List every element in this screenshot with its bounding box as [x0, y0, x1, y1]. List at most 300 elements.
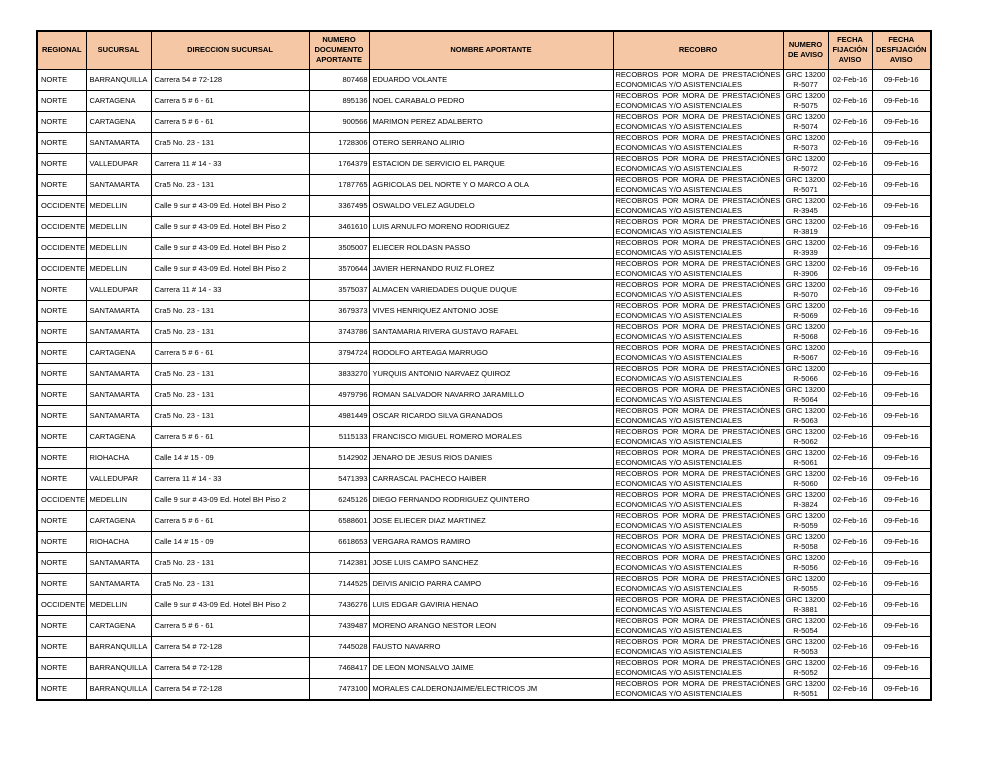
cell-recobro: RECOBROS POR MORA DE PRESTACIÓNES ECONOMICAS Y/O ASISTENCIALES [613, 636, 783, 657]
cell-fecha-desfijacion: 09-Feb-16 [872, 405, 931, 426]
cell-recobro: RECOBROS POR MORA DE PRESTACIÓNES ECONOMICAS Y/O ASISTENCIALES [613, 153, 783, 174]
cell-recobro: RECOBROS POR MORA DE PRESTACIÓNES ECONOMICAS Y/O ASISTENCIALES [613, 405, 783, 426]
cell-documento: 7142381 [309, 552, 369, 573]
aviso-number: R-5051 [793, 688, 818, 698]
cell-recobro: RECOBROS POR MORA DE PRESTACIÓNES ECONOMICAS Y/O ASISTENCIALES [613, 678, 783, 700]
cell-direccion: Carrera 5 # 6 - 61 [151, 111, 309, 132]
aviso-number: R-5059 [793, 520, 818, 530]
cell-fecha-desfijacion: 09-Feb-16 [872, 90, 931, 111]
table-row [37, 342, 931, 363]
cell-direccion: Carrera 54 # 72-128 [151, 636, 309, 657]
cell-recobro: RECOBROS POR MORA DE PRESTACIÓNES ECONOMICAS Y/O ASISTENCIALES [613, 531, 783, 552]
table-row [37, 258, 931, 279]
cell-documento: 4979796 [309, 384, 369, 405]
cell-recobro: RECOBROS POR MORA DE PRESTACIÓNES ECONOMICAS Y/O ASISTENCIALES [613, 258, 783, 279]
cell-direccion: Calle 9 sur # 43-09 Ed. Hotel BH Piso 2 [151, 258, 309, 279]
aviso-prefix: GRC 13200 [785, 532, 826, 541]
aviso-number: R-5068 [793, 331, 818, 341]
aviso-number: R-5072 [793, 163, 818, 173]
cell-fecha-fijacion: 02-Feb-16 [828, 258, 872, 279]
cell-sucursal: VALLEDUPAR [86, 153, 151, 174]
cell-sucursal: CARTAGENA [86, 426, 151, 447]
aviso-prefix: GRC 13200 [785, 196, 826, 205]
cell-recobro: RECOBROS POR MORA DE PRESTACIÓNES ECONOMICAS Y/O ASISTENCIALES [613, 216, 783, 237]
aviso-prefix: GRC 13200 [785, 658, 826, 667]
cell-regional: NORTE [37, 426, 86, 447]
cell-regional: NORTE [37, 510, 86, 531]
cell-fecha-desfijacion: 09-Feb-16 [872, 531, 931, 552]
aviso-prefix: GRC 13200 [785, 301, 826, 310]
cell-regional: OCCIDENTE [37, 216, 86, 237]
table-row [37, 573, 931, 594]
cell-documento: 7468417 [309, 657, 369, 678]
table-row [37, 279, 931, 300]
aviso-prefix: GRC 13200 [785, 133, 826, 142]
cell-documento: 895136 [309, 90, 369, 111]
cell-documento: 3833270 [309, 363, 369, 384]
cell-regional: NORTE [37, 384, 86, 405]
cell-numero-aviso [783, 363, 828, 384]
cell-fecha-fijacion: 02-Feb-16 [828, 111, 872, 132]
cell-fecha-fijacion: 02-Feb-16 [828, 279, 872, 300]
table-body [37, 69, 931, 700]
cell-sucursal: SANTAMARTA [86, 300, 151, 321]
col-header-sucursal: SUCURSAL [86, 31, 151, 69]
cell-fecha-fijacion: 02-Feb-16 [828, 174, 872, 195]
table-row [37, 447, 931, 468]
aviso-prefix: GRC 13200 [785, 616, 826, 625]
table-row [37, 489, 931, 510]
cell-nombre-aportante: JENARO DE JESUS RIOS DANIES [369, 447, 613, 468]
aviso-prefix: GRC 13200 [785, 280, 826, 289]
table-row [37, 363, 931, 384]
cell-numero-aviso [783, 216, 828, 237]
cell-regional: NORTE [37, 447, 86, 468]
cell-documento: 7436276 [309, 594, 369, 615]
cell-direccion: Carrera 54 # 72-128 [151, 69, 309, 90]
cell-numero-aviso [783, 384, 828, 405]
cell-sucursal: MEDELLIN [86, 195, 151, 216]
cell-regional: NORTE [37, 342, 86, 363]
cell-direccion: Cra5 No. 23 - 131 [151, 405, 309, 426]
cell-documento: 3367495 [309, 195, 369, 216]
aviso-number: R-5073 [793, 142, 818, 152]
cell-fecha-fijacion: 02-Feb-16 [828, 195, 872, 216]
cell-sucursal: SANTAMARTA [86, 174, 151, 195]
table-row [37, 90, 931, 111]
cell-regional: NORTE [37, 111, 86, 132]
aviso-prefix: GRC 13200 [785, 91, 826, 100]
cell-documento: 3743786 [309, 321, 369, 342]
table-row [37, 405, 931, 426]
cell-fecha-desfijacion: 09-Feb-16 [872, 237, 931, 258]
cell-nombre-aportante: VERGARA RAMOS RAMIRO [369, 531, 613, 552]
cell-nombre-aportante: ALMACEN VARIEDADES DUQUE DUQUE [369, 279, 613, 300]
cell-documento: 6618653 [309, 531, 369, 552]
aviso-prefix: GRC 13200 [785, 469, 826, 478]
cell-sucursal: CARTAGENA [86, 90, 151, 111]
cell-fecha-desfijacion: 09-Feb-16 [872, 552, 931, 573]
cell-numero-aviso [783, 426, 828, 447]
table-row [37, 153, 931, 174]
cell-documento: 6245126 [309, 489, 369, 510]
cell-sucursal: CARTAGENA [86, 342, 151, 363]
cell-fecha-fijacion: 02-Feb-16 [828, 69, 872, 90]
cell-regional: NORTE [37, 657, 86, 678]
cell-fecha-desfijacion: 09-Feb-16 [872, 69, 931, 90]
cell-nombre-aportante: VIVES HENRIQUEZ ANTONIO JOSE [369, 300, 613, 321]
table-row [37, 111, 931, 132]
cell-nombre-aportante: OSWALDO VELEZ AGUDELO [369, 195, 613, 216]
aviso-number: R-5056 [793, 562, 818, 572]
cell-recobro: RECOBROS POR MORA DE PRESTACIÓNES ECONOMICAS Y/O ASISTENCIALES [613, 468, 783, 489]
aviso-prefix: GRC 13200 [785, 637, 826, 646]
cell-numero-aviso [783, 447, 828, 468]
cell-nombre-aportante: DEIVIS ANICIO PARRA CAMPO [369, 573, 613, 594]
cell-direccion: Cra5 No. 23 - 131 [151, 573, 309, 594]
table-row [37, 132, 931, 153]
cell-fecha-desfijacion: 09-Feb-16 [872, 489, 931, 510]
cell-direccion: Carrera 5 # 6 - 61 [151, 510, 309, 531]
cell-documento: 5471393 [309, 468, 369, 489]
cell-documento: 807468 [309, 69, 369, 90]
cell-fecha-fijacion: 02-Feb-16 [828, 594, 872, 615]
aviso-number: R-5058 [793, 541, 818, 551]
cell-numero-aviso [783, 657, 828, 678]
table-row [37, 426, 931, 447]
table-row [37, 468, 931, 489]
table-row [37, 69, 931, 90]
cell-sucursal: SANTAMARTA [86, 363, 151, 384]
cell-numero-aviso [783, 300, 828, 321]
cell-recobro: RECOBROS POR MORA DE PRESTACIÓNES ECONOMICAS Y/O ASISTENCIALES [613, 237, 783, 258]
cell-fecha-desfijacion: 09-Feb-16 [872, 594, 931, 615]
col-header-nombre-aportante: NOMBRE APORTANTE [369, 31, 613, 69]
cell-direccion: Carrera 11 # 14 - 33 [151, 279, 309, 300]
cell-sucursal: CARTAGENA [86, 615, 151, 636]
cell-direccion: Calle 9 sur # 43-09 Ed. Hotel BH Piso 2 [151, 237, 309, 258]
aviso-prefix: GRC 13200 [785, 322, 826, 331]
cell-documento: 7439487 [309, 615, 369, 636]
cell-recobro: RECOBROS POR MORA DE PRESTACIÓNES ECONOMICAS Y/O ASISTENCIALES [613, 69, 783, 90]
cell-regional: NORTE [37, 363, 86, 384]
col-header-recobro: RECOBRO [613, 31, 783, 69]
cell-numero-aviso [783, 573, 828, 594]
cell-nombre-aportante: MORALES CALDERONJAIME/ELECTRICOS JM [369, 678, 613, 700]
cell-fecha-fijacion: 02-Feb-16 [828, 321, 872, 342]
cell-recobro: RECOBROS POR MORA DE PRESTACIÓNES ECONOMICAS Y/O ASISTENCIALES [613, 174, 783, 195]
aviso-number: R-5055 [793, 583, 818, 593]
cell-regional: NORTE [37, 90, 86, 111]
aviso-prefix: GRC 13200 [785, 112, 826, 121]
cell-sucursal: RIOHACHA [86, 531, 151, 552]
col-header-fecha-desfijacion-aviso: FECHA DESFIJACIÓN AVISO [872, 31, 931, 69]
cell-numero-aviso [783, 321, 828, 342]
cell-fecha-fijacion: 02-Feb-16 [828, 216, 872, 237]
cell-sucursal: MEDELLIN [86, 594, 151, 615]
cell-fecha-desfijacion: 09-Feb-16 [872, 384, 931, 405]
cell-fecha-fijacion: 02-Feb-16 [828, 132, 872, 153]
cell-regional: OCCIDENTE [37, 237, 86, 258]
cell-fecha-desfijacion: 09-Feb-16 [872, 510, 931, 531]
cell-fecha-fijacion: 02-Feb-16 [828, 237, 872, 258]
cell-documento: 5115133 [309, 426, 369, 447]
cell-fecha-fijacion: 02-Feb-16 [828, 468, 872, 489]
cell-regional: OCCIDENTE [37, 489, 86, 510]
cell-sucursal: SANTAMARTA [86, 573, 151, 594]
cell-numero-aviso [783, 678, 828, 700]
cell-numero-aviso [783, 342, 828, 363]
aviso-prefix: GRC 13200 [785, 364, 826, 373]
cell-numero-aviso [783, 510, 828, 531]
header-row [37, 31, 931, 69]
col-header-numero-de-aviso: NUMERO DE AVISO [783, 31, 828, 69]
cell-fecha-desfijacion: 09-Feb-16 [872, 657, 931, 678]
cell-direccion: Carrera 5 # 6 - 61 [151, 426, 309, 447]
cell-nombre-aportante: RODOLFO ARTEAGA MARRUGO [369, 342, 613, 363]
cell-fecha-desfijacion: 09-Feb-16 [872, 678, 931, 700]
cell-numero-aviso [783, 111, 828, 132]
aviso-number: R-5070 [793, 289, 818, 299]
col-header-direccion-sucursal: DIRECCION SUCURSAL [151, 31, 309, 69]
aviso-number: R-5053 [793, 646, 818, 656]
table-row [37, 636, 931, 657]
cell-documento: 3505007 [309, 237, 369, 258]
cell-numero-aviso [783, 279, 828, 300]
cell-regional: NORTE [37, 69, 86, 90]
cell-numero-aviso [783, 615, 828, 636]
cell-recobro: RECOBROS POR MORA DE PRESTACIÓNES ECONOMICAS Y/O ASISTENCIALES [613, 447, 783, 468]
cell-fecha-fijacion: 02-Feb-16 [828, 447, 872, 468]
cell-fecha-fijacion: 02-Feb-16 [828, 405, 872, 426]
cell-regional: NORTE [37, 531, 86, 552]
aviso-prefix: GRC 13200 [785, 343, 826, 352]
aviso-prefix: GRC 13200 [785, 490, 826, 499]
cell-fecha-fijacion: 02-Feb-16 [828, 342, 872, 363]
cell-recobro: RECOBROS POR MORA DE PRESTACIÓNES ECONOMICAS Y/O ASISTENCIALES [613, 342, 783, 363]
cell-direccion: Cra5 No. 23 - 131 [151, 321, 309, 342]
cell-nombre-aportante: OSCAR RICARDO SILVA GRANADOS [369, 405, 613, 426]
cell-direccion: Calle 14 # 15 - 09 [151, 531, 309, 552]
cell-documento: 1787765 [309, 174, 369, 195]
aviso-number: R-3906 [793, 268, 818, 278]
cell-regional: OCCIDENTE [37, 195, 86, 216]
aviso-number: R-5069 [793, 310, 818, 320]
cell-direccion: Carrera 5 # 6 - 61 [151, 342, 309, 363]
cell-direccion: Carrera 11 # 14 - 33 [151, 153, 309, 174]
cell-recobro: RECOBROS POR MORA DE PRESTACIÓNES ECONOMICAS Y/O ASISTENCIALES [613, 657, 783, 678]
cell-numero-aviso [783, 552, 828, 573]
col-header-regional: REGIONAL [37, 31, 86, 69]
cell-recobro: RECOBROS POR MORA DE PRESTACIÓNES ECONOMICAS Y/O ASISTENCIALES [613, 279, 783, 300]
cell-fecha-fijacion: 02-Feb-16 [828, 363, 872, 384]
cell-recobro: RECOBROS POR MORA DE PRESTACIÓNES ECONOMICAS Y/O ASISTENCIALES [613, 90, 783, 111]
aviso-number: R-5077 [793, 79, 818, 89]
aviso-prefix: GRC 13200 [785, 448, 826, 457]
cell-fecha-fijacion: 02-Feb-16 [828, 510, 872, 531]
cell-documento: 900566 [309, 111, 369, 132]
cell-recobro: RECOBROS POR MORA DE PRESTACIÓNES ECONOMICAS Y/O ASISTENCIALES [613, 573, 783, 594]
col-header-numero-documento-aportante: NUMERO DOCUMENTO APORTANTE [309, 31, 369, 69]
cell-sucursal: SANTAMARTA [86, 321, 151, 342]
cell-nombre-aportante: NOEL CARABALO PEDRO [369, 90, 613, 111]
cell-nombre-aportante: LUIS ARNULFO MORENO RODRIGUEZ [369, 216, 613, 237]
cell-fecha-desfijacion: 09-Feb-16 [872, 573, 931, 594]
cell-sucursal: MEDELLIN [86, 489, 151, 510]
cell-sucursal: CARTAGENA [86, 111, 151, 132]
cell-recobro: RECOBROS POR MORA DE PRESTACIÓNES ECONOMICAS Y/O ASISTENCIALES [613, 195, 783, 216]
table-row [37, 615, 931, 636]
aviso-number: R-5062 [793, 436, 818, 446]
cell-nombre-aportante: FRANCISCO MIGUEL ROMERO MORALES [369, 426, 613, 447]
cell-numero-aviso [783, 636, 828, 657]
cell-direccion: Cra5 No. 23 - 131 [151, 300, 309, 321]
cell-numero-aviso [783, 468, 828, 489]
cell-nombre-aportante: JAVIER HERNANDO RUIZ FLOREZ [369, 258, 613, 279]
cell-fecha-fijacion: 02-Feb-16 [828, 657, 872, 678]
cell-recobro: RECOBROS POR MORA DE PRESTACIÓNES ECONOMICAS Y/O ASISTENCIALES [613, 426, 783, 447]
cell-recobro: RECOBROS POR MORA DE PRESTACIÓNES ECONOMICAS Y/O ASISTENCIALES [613, 489, 783, 510]
aviso-prefix: GRC 13200 [785, 175, 826, 184]
aviso-number: R-3824 [793, 499, 818, 509]
cell-fecha-desfijacion: 09-Feb-16 [872, 279, 931, 300]
cell-numero-aviso [783, 132, 828, 153]
cell-numero-aviso [783, 195, 828, 216]
cell-numero-aviso [783, 153, 828, 174]
cell-fecha-fijacion: 02-Feb-16 [828, 300, 872, 321]
cell-nombre-aportante: MORENO ARANGO NESTOR LEON [369, 615, 613, 636]
cell-documento: 3679373 [309, 300, 369, 321]
cell-direccion: Calle 9 sur # 43-09 Ed. Hotel BH Piso 2 [151, 489, 309, 510]
cell-fecha-fijacion: 02-Feb-16 [828, 552, 872, 573]
aviso-number: R-3945 [793, 205, 818, 215]
cell-recobro: RECOBROS POR MORA DE PRESTACIÓNES ECONOMICAS Y/O ASISTENCIALES [613, 111, 783, 132]
aviso-prefix: GRC 13200 [785, 679, 826, 688]
table-row [37, 237, 931, 258]
aviso-number: R-3819 [793, 226, 818, 236]
table-row [37, 657, 931, 678]
cell-recobro: RECOBROS POR MORA DE PRESTACIÓNES ECONOMICAS Y/O ASISTENCIALES [613, 384, 783, 405]
cell-fecha-fijacion: 02-Feb-16 [828, 573, 872, 594]
cell-direccion: Carrera 5 # 6 - 61 [151, 615, 309, 636]
cell-direccion: Cra5 No. 23 - 131 [151, 363, 309, 384]
cell-fecha-desfijacion: 09-Feb-16 [872, 447, 931, 468]
cell-nombre-aportante: YURQUIS ANTONIO NARVAEZ QUIROZ [369, 363, 613, 384]
cell-direccion: Cra5 No. 23 - 131 [151, 384, 309, 405]
cell-regional: NORTE [37, 279, 86, 300]
cell-documento: 1728306 [309, 132, 369, 153]
cell-nombre-aportante: AGRICOLAS DEL NORTE Y O MARCO A OLA [369, 174, 613, 195]
cell-nombre-aportante: SANTAMARIA RIVERA GUSTAVO RAFAEL [369, 321, 613, 342]
aviso-number: R-5054 [793, 625, 818, 635]
cell-recobro: RECOBROS POR MORA DE PRESTACIÓNES ECONOMICAS Y/O ASISTENCIALES [613, 552, 783, 573]
cell-sucursal: RIOHACHA [86, 447, 151, 468]
aviso-number: R-5063 [793, 415, 818, 425]
cell-documento: 3794724 [309, 342, 369, 363]
table-row [37, 678, 931, 700]
cell-nombre-aportante: CARRASCAL PACHECO HAIBER [369, 468, 613, 489]
cell-nombre-aportante: EDUARDO VOLANTE [369, 69, 613, 90]
cell-sucursal: SANTAMARTA [86, 405, 151, 426]
cell-direccion: Calle 9 sur # 43-09 Ed. Hotel BH Piso 2 [151, 594, 309, 615]
col-header-fecha-fijacion-aviso: FECHA FIJACIÓN AVISO [828, 31, 872, 69]
cell-direccion: Carrera 54 # 72-128 [151, 678, 309, 700]
cell-regional: NORTE [37, 678, 86, 700]
cell-regional: NORTE [37, 636, 86, 657]
aviso-number: R-5052 [793, 667, 818, 677]
table-row [37, 552, 931, 573]
cell-documento: 3570644 [309, 258, 369, 279]
aviso-prefix: GRC 13200 [785, 574, 826, 583]
cell-nombre-aportante: LUIS EDGAR GAVIRIA HENAO [369, 594, 613, 615]
cell-regional: NORTE [37, 132, 86, 153]
cell-fecha-fijacion: 02-Feb-16 [828, 615, 872, 636]
table-header [37, 31, 931, 69]
cell-fecha-fijacion: 02-Feb-16 [828, 678, 872, 700]
cell-documento: 7473100 [309, 678, 369, 700]
cell-numero-aviso [783, 69, 828, 90]
cell-regional: NORTE [37, 615, 86, 636]
cell-direccion: Carrera 11 # 14 - 33 [151, 468, 309, 489]
cell-sucursal: MEDELLIN [86, 237, 151, 258]
aviso-number: R-3939 [793, 247, 818, 257]
table-row [37, 321, 931, 342]
cell-nombre-aportante: ELIECER ROLDASN PASSO [369, 237, 613, 258]
cell-nombre-aportante: OTERO SERRANO ALIRIO [369, 132, 613, 153]
table-row [37, 174, 931, 195]
cell-sucursal: CARTAGENA [86, 510, 151, 531]
aviso-prefix: GRC 13200 [785, 259, 826, 268]
cell-documento: 4981449 [309, 405, 369, 426]
cell-recobro: RECOBROS POR MORA DE PRESTACIÓNES ECONOMICAS Y/O ASISTENCIALES [613, 615, 783, 636]
cell-sucursal: BARRANQUILLA [86, 69, 151, 90]
cell-fecha-desfijacion: 09-Feb-16 [872, 615, 931, 636]
cell-fecha-desfijacion: 09-Feb-16 [872, 195, 931, 216]
cell-fecha-fijacion: 02-Feb-16 [828, 426, 872, 447]
table-row [37, 594, 931, 615]
cell-sucursal: BARRANQUILLA [86, 636, 151, 657]
cell-regional: NORTE [37, 405, 86, 426]
cell-sucursal: VALLEDUPAR [86, 279, 151, 300]
cell-numero-aviso [783, 594, 828, 615]
cell-fecha-desfijacion: 09-Feb-16 [872, 216, 931, 237]
table-row [37, 384, 931, 405]
cell-documento: 5142902 [309, 447, 369, 468]
cell-sucursal: SANTAMARTA [86, 384, 151, 405]
cell-sucursal: BARRANQUILLA [86, 657, 151, 678]
cell-regional: OCCIDENTE [37, 258, 86, 279]
cell-nombre-aportante: JOSE LUIS CAMPO SANCHEZ [369, 552, 613, 573]
cell-regional: NORTE [37, 153, 86, 174]
cell-direccion: Cra5 No. 23 - 131 [151, 132, 309, 153]
cell-documento: 7144525 [309, 573, 369, 594]
cell-fecha-fijacion: 02-Feb-16 [828, 531, 872, 552]
aviso-number: R-5071 [793, 184, 818, 194]
table-row [37, 216, 931, 237]
aviso-prefix: GRC 13200 [785, 406, 826, 415]
table-row [37, 300, 931, 321]
aviso-prefix: GRC 13200 [785, 553, 826, 562]
cell-sucursal: MEDELLIN [86, 258, 151, 279]
cell-direccion: Cra5 No. 23 - 131 [151, 552, 309, 573]
cell-regional: NORTE [37, 468, 86, 489]
cell-documento: 7445028 [309, 636, 369, 657]
aviso-number: R-3881 [793, 604, 818, 614]
cell-numero-aviso [783, 531, 828, 552]
cell-sucursal: SANTAMARTA [86, 132, 151, 153]
cell-documento: 1764379 [309, 153, 369, 174]
cell-fecha-fijacion: 02-Feb-16 [828, 90, 872, 111]
